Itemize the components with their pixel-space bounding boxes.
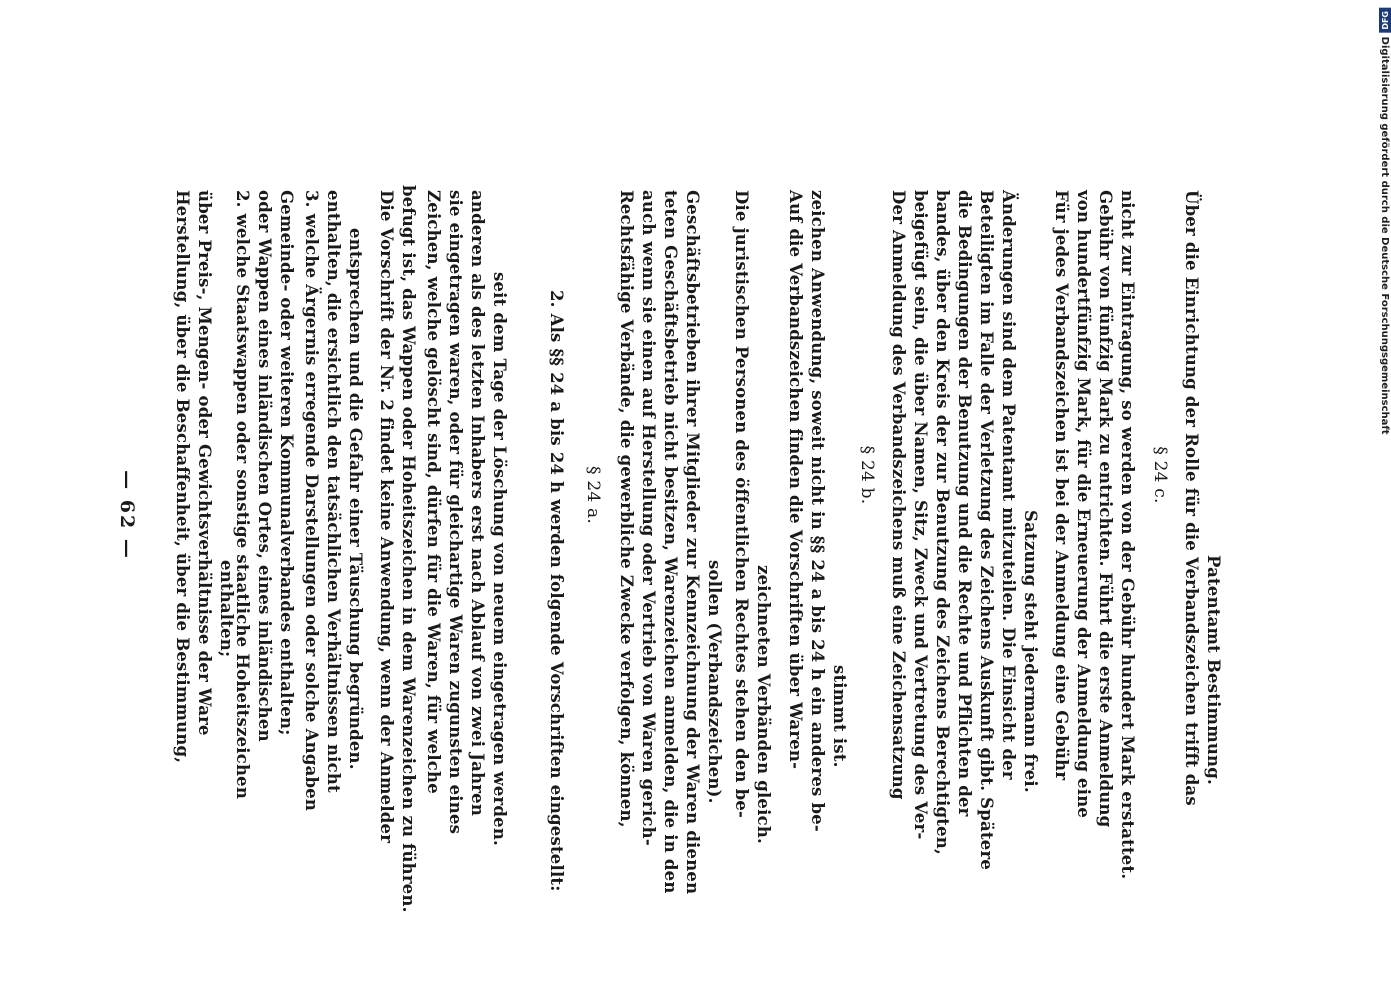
text-line: teten Geschäftsbetrieb nicht besitzen, Warenzeichen anmelden, die in den [661,190,680,894]
text-line: Änderungen sind dem Patentamt mitzuteilen. Die Einsicht der [999,190,1018,780]
text-line: stimmt ist. [830,665,849,768]
text-line: über Preis-, Mengen- oder Gewichtsverhältnisse der Ware [195,190,214,736]
text-line: Auf die Verbandszeichen finden die Vorschriften über Waren- [786,190,805,770]
text-line: zeichen Anwendung, soweit nicht in §§ 24 a bis 24 h ein anderes be- [808,190,827,832]
text-line: Zeichen, welche gelöscht sind, dürfen für die Waren, für welche [424,190,443,794]
text-line: oder Wappen eines inländischen Ortes, eines inländischen [255,190,274,742]
text-line: Gemeinde- oder weiteren Kommunalverbandes enthalten; [277,190,296,736]
text-line: sollen (Verbandszeichen). [705,560,724,804]
text-line: Satzung steht jedermann frei. [1021,510,1040,793]
text-line: zeichneten Verbänden gleich. [754,565,773,844]
text-line: Gebühr von fünfzig Mark zu entrichten. Führt die erste Anmeldung [1096,190,1115,828]
text-line: 2. Als §§ 24 a bis 24 h werden folgende Vorschriften eingestellt: [547,290,566,892]
text-line: Herstellung, über die Beschaffenheit, über die Bestimmung, [173,190,192,764]
text-line: befugt ist, das Wappen oder Hoheitszeichen in dem Warenzeichen zu führen. [399,185,418,913]
text-line: sie eingetragen waren, oder für gleichartige Waren zugunsten eines [446,190,465,835]
text-line: auch wenn sie einen auf Herstellung oder Vertrieb von Waren gerich- [639,190,658,846]
section-heading: § 24 c. [1150,446,1170,504]
text-line: Der Anmeldung des Verbandszeichens muß eine Zeichensatzung [889,190,908,800]
text-line: 2. welche Staatswappen oder sonstige staatliche Hoheitszeichen [233,190,252,800]
text-line: Patentamt Bestimmung. [1204,555,1223,785]
text-line: anderen als des letzten Inhabers erst nach Ablauf von zwei Jahren [468,190,487,817]
text-line: Über die Einrichtung der Rolle für die Verbandszeichen trifft das [1182,190,1201,806]
text-line: enthalten, die ersichtlich den tatsächlichen Verhältnissen nicht [324,190,343,793]
page-number: — 62 — [116,470,138,560]
text-line: enthalten; [217,560,236,658]
text-line: beigefügt sein, die über Namen, Sitz, Zweck und Vertretung des Ver- [911,190,930,840]
text-line: Die juristischen Personen des öffentlichen Rechtes stehen den be- [732,190,751,819]
text-line: Für jedes Verbandszeichen ist bei der Anmeldung eine Gebühr [1052,190,1071,781]
dfg-watermark [1379,8,1391,435]
text-line: entsprechen und die Gefahr einer Täuschung begründen. [346,228,365,770]
text-line: von hundertfünfzig Mark, für die Erneuerung der Anmeldung eine [1074,190,1093,819]
text-line: Geschäftsbetrieben ihrer Mitglieder zur Kennzeichnung der Waren dienen [683,190,702,895]
text-line: Beteiligten im Falle der Verletzung des Zeichens Auskunft gibt. Spätere [977,190,996,871]
text-line: die Bedingungen der Benutzung und die Rechte und Pflichten der [955,190,974,817]
text-line: 3. welche Ärgernis erregende Darstellungen oder solche Angaben [302,190,321,812]
section-heading: § 24 b. [857,445,877,505]
text-line: Rechtsfähige Verbände, die gewerbliche Zwecke verfolgen, können, [617,190,636,828]
text-line: Die Vorschrift der Nr. 2 findet keine Anwendung, wenn der Anmelder [377,190,396,844]
text-line: nicht zur Eintragung, so werden von der Gebühr hundert Mark erstattet. [1118,190,1137,880]
text-line: seit dem Tage der Löschung von neuem eingetragen werden. [490,272,509,846]
watermark-text: Digitalisierung gefördert durch die Deutsche Forschungsgemeinschaft [1379,36,1391,435]
dfg-logo: DFG [1379,8,1391,33]
section-heading: § 24 a. [583,466,603,524]
text-line: bandes, über den Kreis der zur Benutzung des Zeichens Berechtigten, [933,190,952,855]
